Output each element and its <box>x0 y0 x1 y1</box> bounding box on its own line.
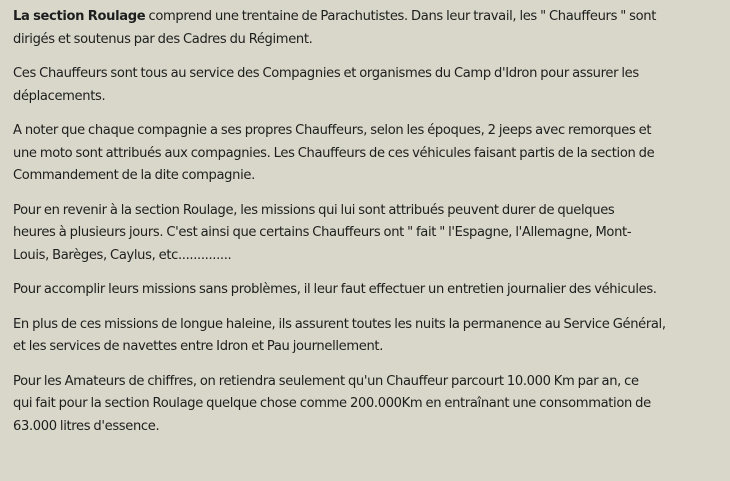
text-line: et les services de navettes entre Idron et Pau journellement. <box>13 339 384 354</box>
text-line: dirigés et soutenus par des Cadres du Régiment. <box>13 31 313 47</box>
text-line: Pour accomplir leurs missions sans problèmes, il leur faut effectuer un entretien journalier des véhicules. <box>13 282 657 297</box>
paragraph-missions <box>13 200 722 268</box>
section-name-bold: La section Roulage <box>13 9 146 24</box>
paragraph-figures <box>13 371 722 439</box>
text-line: A noter que chaque compagnie a ses propres Chauffeurs, selon les époques, 2 jeeps avec remorques et <box>13 123 652 138</box>
text-line: qui fait pour la section Roulage quelque chose comme 200.000Km en entraînant une consommation de <box>13 396 651 411</box>
paragraph-companies <box>13 120 722 188</box>
text-line: Pour les Amateurs de chiffres, on retiendra seulement qu'un Chauffeur parcourt 10.000 Km par an, ce <box>13 373 639 389</box>
text-line: une moto sont attribués aux compagnies. Les Chauffeurs de ces véhicules faisant partis de la section de <box>13 145 655 161</box>
text-line: Pour en revenir à la section Roulage, les missions qui lui sont attribués peuvent durer de quelques <box>13 202 615 218</box>
paragraph-service <box>13 63 722 108</box>
text-line: 63.000 litres d'essence. <box>13 418 160 434</box>
text-line: Ces Chauffeurs sont tous au service des Compagnies et organismes du Camp d'Idron pour assurer les <box>13 66 639 81</box>
paragraph-permanence <box>13 314 722 359</box>
text-line: comprend une trentaine de Parachutistes. Dans leur travail, les " Chauffeurs " sont <box>145 9 657 24</box>
paragraph-maintenance <box>13 279 722 302</box>
text-line: déplacements. <box>13 88 106 104</box>
text-line: Louis, Barèges, Caylus, etc.............. <box>13 247 232 263</box>
text-line: Commandement de la dite compagnie. <box>13 168 255 183</box>
text-line: heures à plusieurs jours. C'est ainsi que certains Chauffeurs ont " fait " l'Espagne, l'Allemagne, Mont- <box>13 225 632 240</box>
paragraph-intro <box>13 6 722 51</box>
text-line: En plus de ces missions de longue haleine, ils assurent toutes les nuits la permanence au Service Général, <box>13 316 666 332</box>
